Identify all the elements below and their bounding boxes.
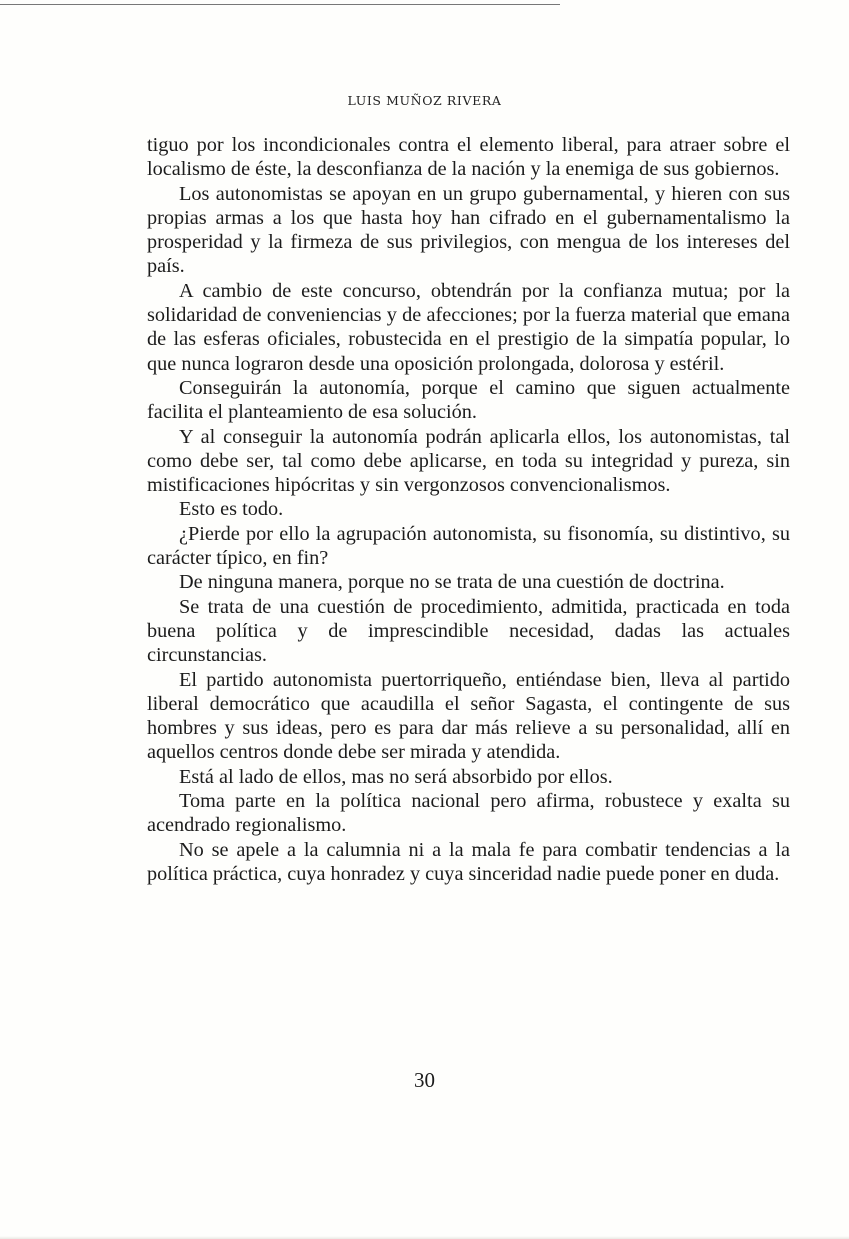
paragraph: tiguo por los incondicionales contra el elemento liberal, para atraer sobre el localismo de éste, la desconfianza de la nación y la enemiga de sus gobiernos.	[147, 134, 790, 181]
paragraph: Conseguirán la autonomía, porque el camino que siguen actualmente facilita el planteamiento de esa solución.	[147, 376, 790, 424]
paragraph: De ninguna manera, porque no se trata de una cuestión de doctrina.	[179, 571, 725, 594]
page-number: 30	[414, 1068, 435, 1092]
paragraph: Se trata de una cuestión de procedimiento, admitida, practicada en toda buena política y de imprescindible necesidad, dadas las actuales circunstancias.	[147, 595, 790, 667]
paragraph: Está al lado de ellos, mas no será absorbido por ellos.	[179, 765, 613, 788]
paragraph: Toma parte en la política nacional pero afirma, robustece y exalta su acendrado regionalismo.	[147, 790, 790, 837]
paragraph: No se apele a la calumnia ni a la mala fe para combatir tendencias a la política práctica, cuya honradez y cuya sinceridad nadie puede poner en duda.	[147, 838, 790, 885]
paragraph: Esto es todo.	[179, 498, 284, 521]
paragraph: A cambio de este concurso, obtendrán por la confianza mutua; por la solidaridad de conveniencias y de afecciones; por la fuerza material que emana de las esferas oficiales, robustecida en el prestigio de la simpatía popular, lo que nunca lograron desde una oposición prolongada, dolorosa y estéril.	[147, 279, 790, 375]
paragraph: Y al conseguir la autonomía podrán aplicarla ellos, los autonomistas, tal como debe ser, tal como debe aplicarse, en toda su integridad y pureza, sin mistificaciones hipócritas y sin vergonzosos convencionalismos.	[147, 425, 790, 497]
running-header: LUIS MUÑOZ RIVERA	[347, 93, 502, 108]
body-text	[147, 133, 790, 886]
paragraph: ¿Pierde por ello la agrupación autonomista, su fisonomía, su distintivo, su carácter típico, en fin?	[147, 522, 790, 570]
paragraph: El partido autonomista puertorriqueño, entiéndase bien, lleva al partido liberal democrático que acaudilla el señor Sagasta, el contingente de sus hombres y sus ideas, pero es para dar más relieve a su personalidad, allí en aquellos centros donde debe ser mirada y atendida.	[147, 668, 790, 764]
top-edge-line	[0, 4, 560, 5]
paragraph: Los autonomistas se apoyan en un grupo gubernamental, y hieren con sus propias armas a los que hasta hoy han cifrado en el gubernamentalismo la prosperidad y la firmeza de sus privilegios, con mengua de los intereses del país.	[147, 182, 790, 278]
